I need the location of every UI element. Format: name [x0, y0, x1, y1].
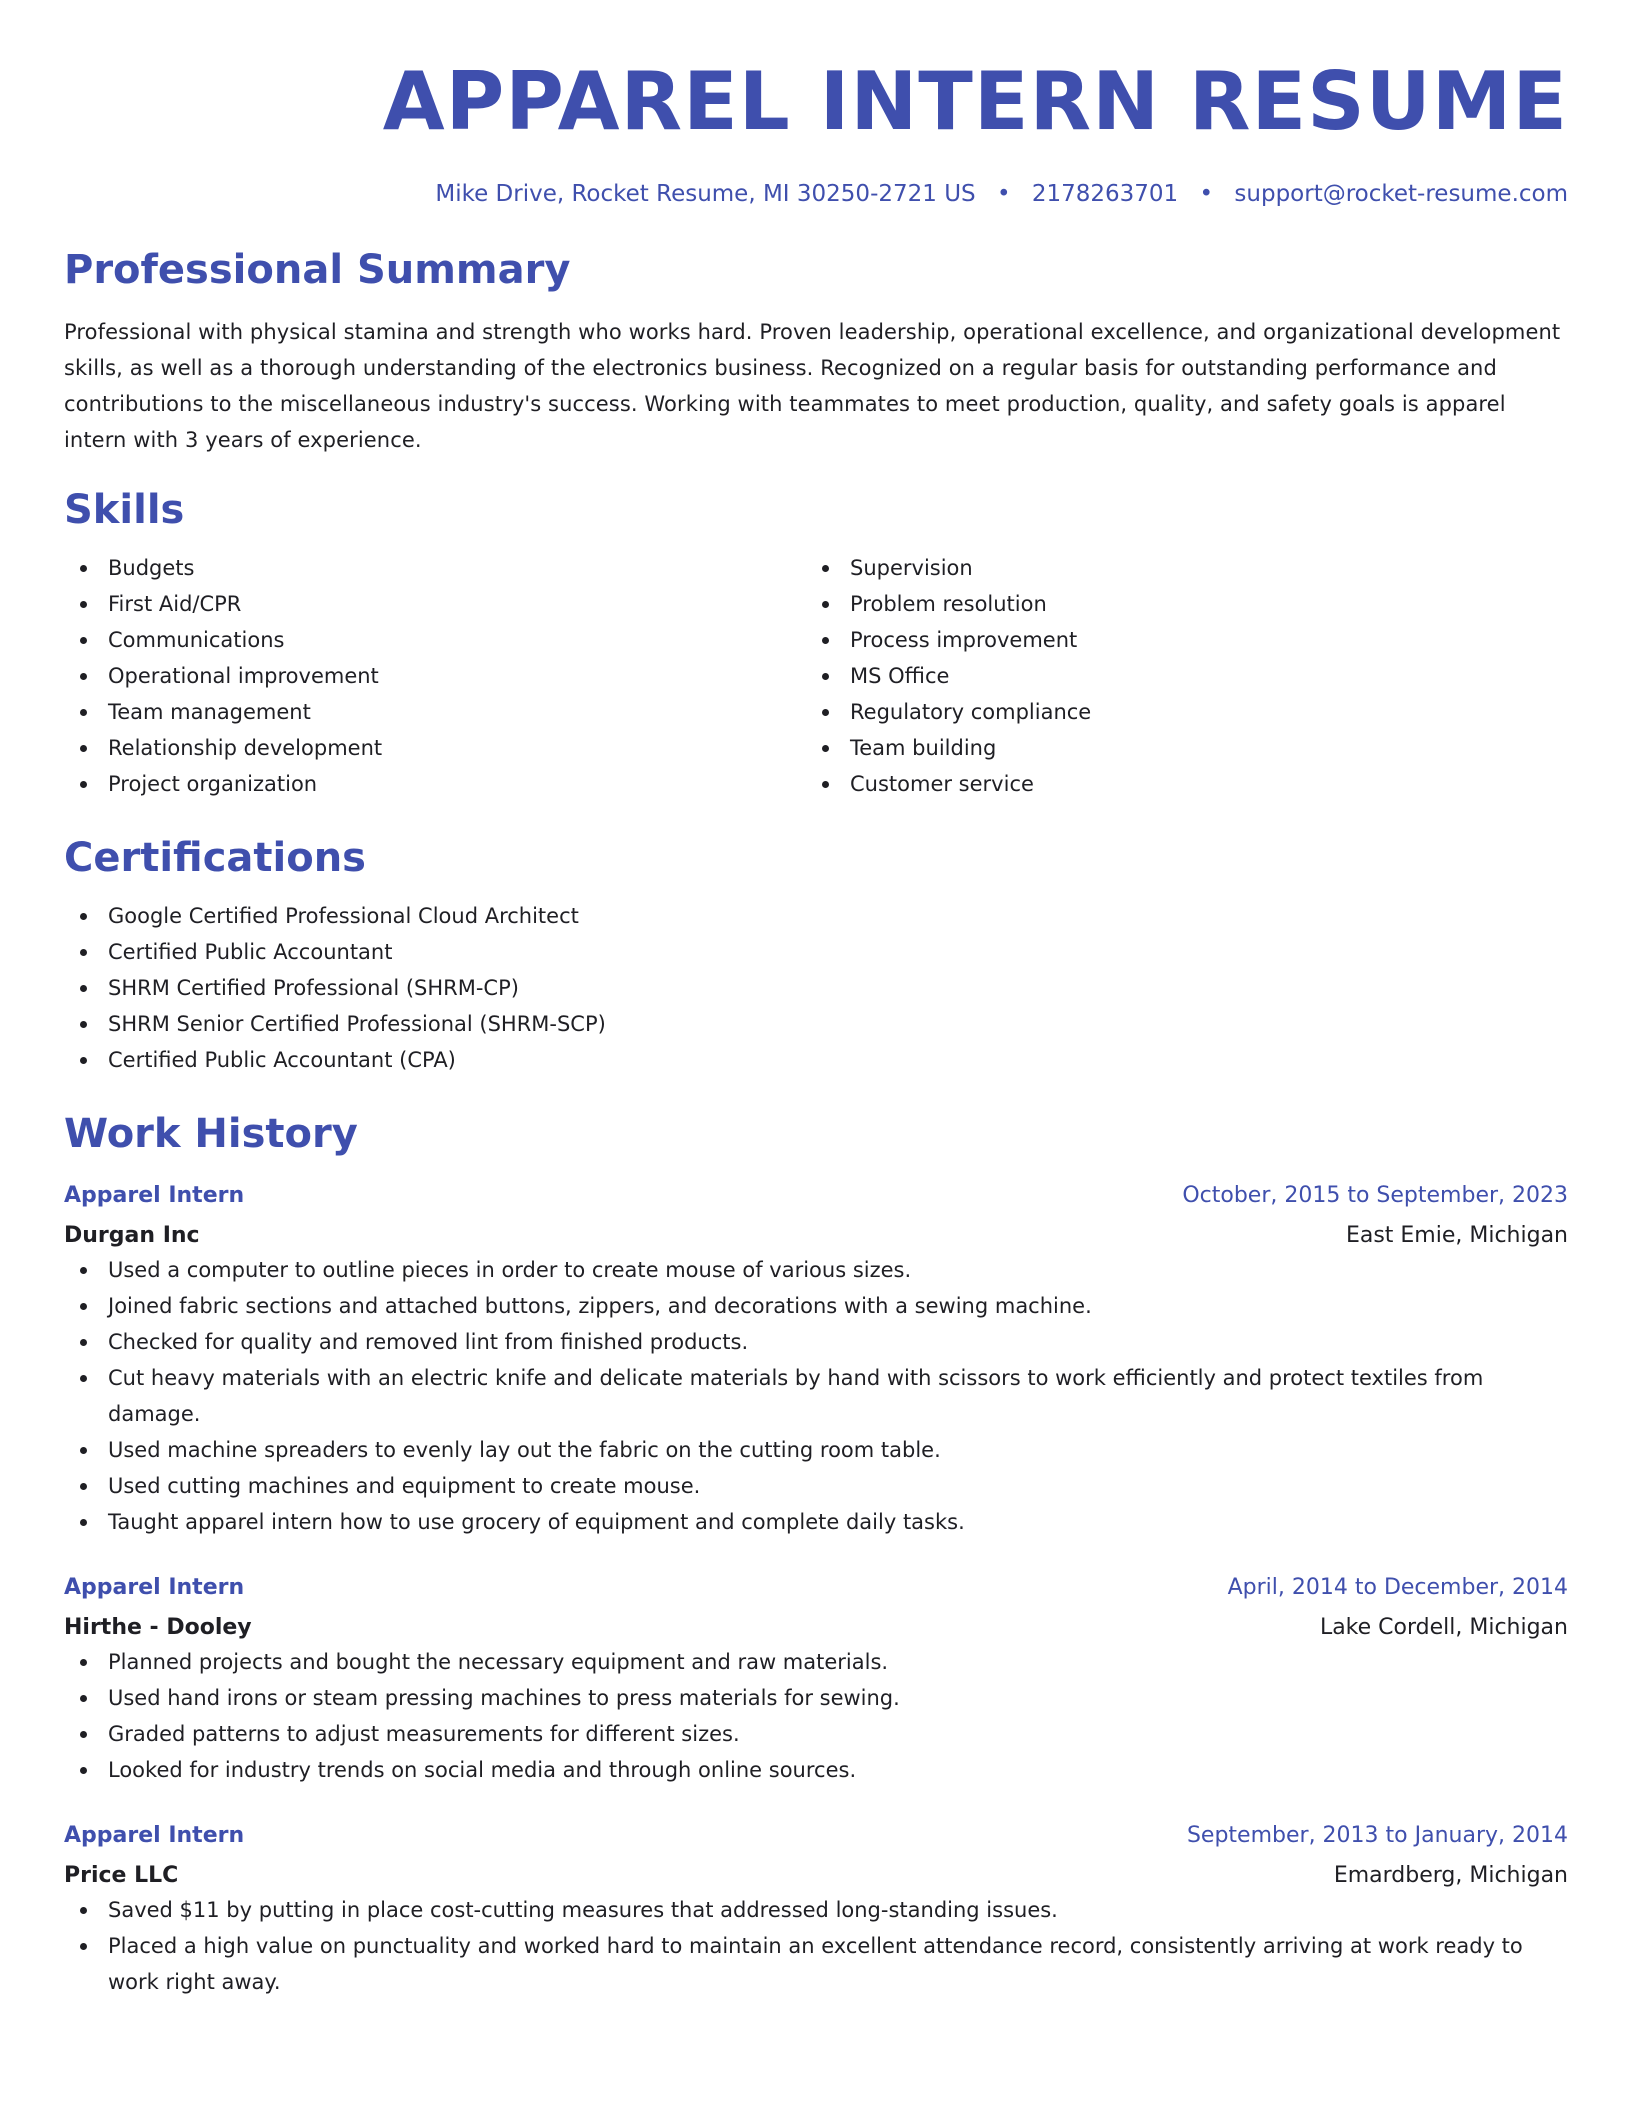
certification-item: Certified Public Accountant	[64, 934, 1568, 970]
job-role: Apparel Intern	[64, 1183, 245, 1208]
certifications-section	[64, 830, 1568, 1078]
skill-item: Operational improvement	[64, 658, 806, 694]
certifications-list	[64, 898, 1568, 1078]
job-subheader	[64, 1220, 1568, 1252]
work-history-heading: Work History	[64, 1111, 358, 1157]
skill-item: Regulatory compliance	[806, 694, 1548, 730]
certification-item: Google Certified Professional Cloud Architect	[64, 898, 1568, 934]
certification-item: SHRM Senior Certified Professional (SHRM-SCP)	[64, 1006, 1568, 1042]
job-dates: October, 2015 to September, 2023	[1182, 1183, 1568, 1208]
job-location: Lake Cordell, Michigan	[1319, 1615, 1568, 1640]
contact-line	[64, 178, 1568, 210]
contact-separator: •	[1199, 181, 1214, 207]
job-bullet: Taught apparel intern how to use grocery of equipment and complete daily tasks.	[64, 1504, 1568, 1540]
job-header	[64, 1820, 1568, 1852]
job-entry	[64, 1180, 1568, 1540]
job-subheader	[64, 1860, 1568, 1892]
job-role: Apparel Intern	[64, 1575, 245, 1600]
job-bullet: Looked for industry trends on social media and through online sources.	[64, 1752, 1568, 1788]
skill-item: Team management	[64, 694, 806, 730]
job-bullet: Joined fabric sections and attached buttons, zippers, and decorations with a sewing machine.	[64, 1288, 1568, 1324]
summary-section	[64, 242, 1568, 458]
certification-item: SHRM Certified Professional (SHRM-CP)	[64, 970, 1568, 1006]
skills-list-right	[806, 550, 1548, 802]
skill-item: First Aid/CPR	[64, 586, 806, 622]
job-header	[64, 1180, 1568, 1212]
contact-phone: 2178263701	[1031, 181, 1179, 207]
contact-email: support@rocket-resume.com	[1234, 181, 1568, 207]
job-company: Price LLC	[64, 1863, 179, 1888]
skill-item: Customer service	[806, 766, 1548, 802]
job-bullet: Saved $11 by putting in place cost-cutting measures that addressed long-standing issues.	[64, 1892, 1568, 1928]
skill-item: Team building	[806, 730, 1548, 766]
skill-item: Supervision	[806, 550, 1548, 586]
skills-heading: Skills	[64, 487, 185, 533]
job-subheader	[64, 1612, 1568, 1644]
job-location: Emardberg, Michigan	[1333, 1863, 1568, 1888]
job-company: Durgan Inc	[64, 1223, 200, 1248]
summary-text: Professional with physical stamina and strength who works hard. Proven leadership, operational excellence, and organizational development skills, as well as a thorough understanding of the electronics business. Recognized on a regular basis for outstanding performance and contributions to the miscellaneous industry's success. Working with teammates to meet production, quality, and safety goals is apparel intern with 3 years of experience.	[64, 320, 1561, 452]
job-bullet: Placed a high value on punctuality and worked hard to maintain an excellent attendance record, consistently arriving at work ready to work right away.	[64, 1928, 1568, 2000]
skills-columns	[64, 550, 1568, 802]
job-bullet: Used machine spreaders to evenly lay out the fabric on the cutting room table.	[64, 1432, 1568, 1468]
job-company: Hirthe - Dooley	[64, 1615, 252, 1640]
skill-item: Relationship development	[64, 730, 806, 766]
summary-heading: Professional Summary	[64, 247, 571, 293]
contact-separator: •	[996, 181, 1011, 207]
certifications-heading: Certifications	[64, 835, 366, 881]
job-bullet: Graded patterns to adjust measurements for different sizes.	[64, 1716, 1568, 1752]
skill-item: Problem resolution	[806, 586, 1548, 622]
skill-item: Communications	[64, 622, 806, 658]
job-role: Apparel Intern	[64, 1823, 245, 1848]
job-dates: April, 2014 to December, 2014	[1227, 1575, 1568, 1600]
job-header	[64, 1572, 1568, 1604]
skills-section	[64, 482, 1568, 802]
skills-list-left	[64, 550, 806, 802]
resume-title: APPAREL INTERN RESUME	[382, 55, 1568, 148]
job-bullet: Used hand irons or steam pressing machines to press materials for sewing.	[64, 1680, 1568, 1716]
skill-item: MS Office	[806, 658, 1548, 694]
job-entry	[64, 1820, 1568, 2000]
job-bullet: Cut heavy materials with an electric knife and delicate materials by hand with scissors to work efficiently and protect textiles from damage.	[64, 1360, 1568, 1432]
job-bullets	[64, 1892, 1568, 2000]
job-bullets	[64, 1252, 1568, 1540]
job-bullets	[64, 1644, 1568, 1788]
skill-item: Budgets	[64, 550, 806, 586]
job-bullet: Checked for quality and removed lint from finished products.	[64, 1324, 1568, 1360]
job-location: East Emie, Michigan	[1345, 1223, 1568, 1248]
job-dates: September, 2013 to January, 2014	[1186, 1823, 1568, 1848]
work-history-section	[64, 1106, 1568, 2000]
skill-item: Project organization	[64, 766, 806, 802]
certification-item: Certified Public Accountant (CPA)	[64, 1042, 1568, 1078]
job-bullet: Used a computer to outline pieces in order to create mouse of various sizes.	[64, 1252, 1568, 1288]
job-entry	[64, 1572, 1568, 1788]
contact-address: Mike Drive, Rocket Resume, MI 30250-2721 US	[435, 181, 976, 207]
skill-item: Process improvement	[806, 622, 1548, 658]
job-bullet: Used cutting machines and equipment to create mouse.	[64, 1468, 1568, 1504]
job-bullet: Planned projects and bought the necessary equipment and raw materials.	[64, 1644, 1568, 1680]
